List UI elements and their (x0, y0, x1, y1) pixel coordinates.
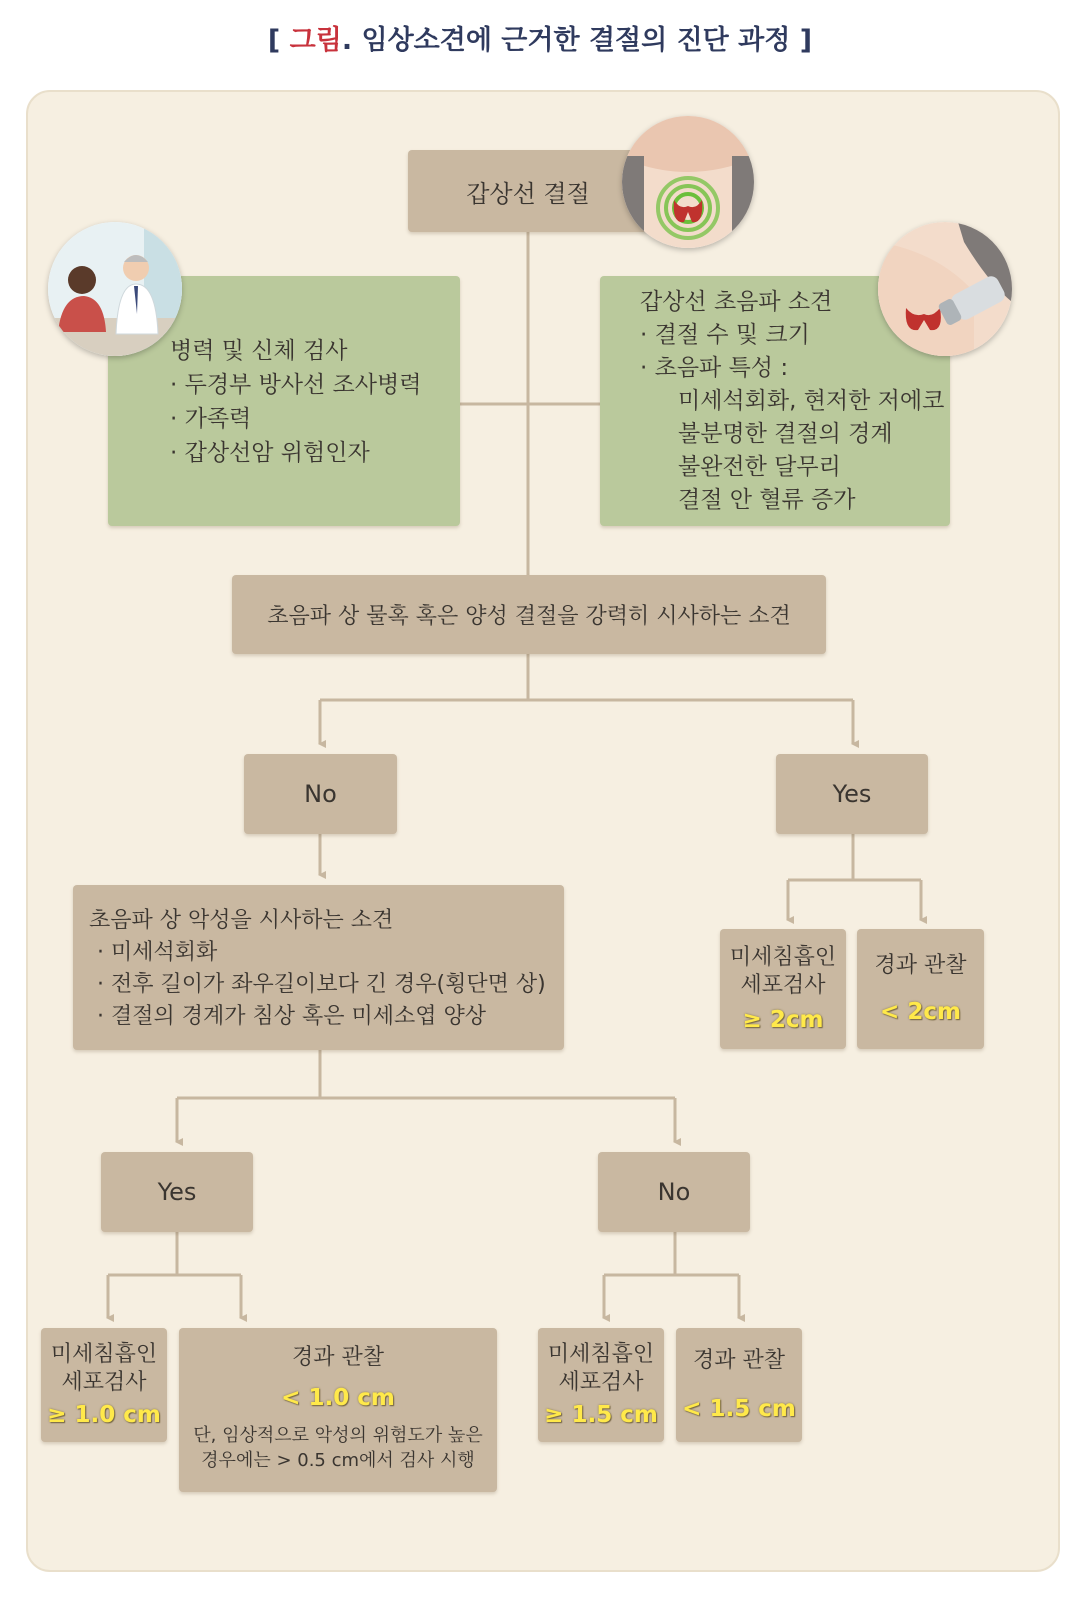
malignant-item: · 전후 길이가 좌우길이보다 긴 경우(횡단면 상) (97, 972, 546, 997)
fna-label: 세포검사 (558, 1370, 644, 1395)
neck-thyroid-illustration (622, 116, 754, 248)
malignant-item: · 결절의 경계가 침상 혹은 미세소엽 양상 (97, 1004, 486, 1029)
doctor-consultation-illustration (48, 222, 182, 356)
ultrasound-item: · 결절 수 및 크기 (640, 322, 810, 348)
observe-option-1cm (179, 1328, 497, 1492)
observe-label: 경과 관찰 (291, 1345, 384, 1370)
fna-label: 세포검사 (740, 973, 826, 998)
malignant-findings-question (73, 885, 564, 1050)
branch2-yes-node (101, 1152, 253, 1232)
ultrasound-item: · 초음파 특성 : (640, 355, 789, 381)
fna-label: 미세침흡인 (50, 1342, 158, 1367)
branch2-no-node (598, 1152, 750, 1232)
size-criterion: ≥ 1.0 cm (47, 1402, 161, 1428)
branch2-yes-label: Yes (157, 1178, 197, 1206)
history-item: · 갑상선암 위험인자 (170, 440, 370, 466)
ultrasound-subitem: 결절 안 혈류 증가 (678, 487, 856, 513)
ultrasound-heading: 갑상선 초음파 소견 (640, 289, 833, 315)
branch2-no-label: No (657, 1178, 691, 1206)
ultrasound-subitem: 불완전한 달무리 (678, 454, 841, 480)
root-node-thyroid-nodule (408, 150, 648, 232)
fna-option-1-5cm (538, 1328, 664, 1442)
history-item: · 두경부 방사선 조사병력 (170, 372, 422, 398)
observe-label: 경과 관찰 (692, 1348, 785, 1373)
ultrasound-probe-illustration (878, 222, 1012, 356)
branch1-yes-label: Yes (832, 780, 872, 808)
size-criterion: ≥ 1.5 cm (544, 1402, 658, 1428)
history-item: · 가족력 (170, 406, 252, 432)
size-criterion: < 2cm (880, 999, 961, 1025)
benign-question-label: 초음파 상 물혹 혹은 양성 결절을 강력히 시사하는 소견 (267, 604, 791, 629)
figure-label: 그림 (289, 25, 342, 56)
size-criterion: < 1.0 cm (281, 1385, 395, 1411)
fna-option-1cm (41, 1328, 167, 1442)
malignant-heading: 초음파 상 악성을 시사하는 소견 (89, 908, 394, 933)
ultrasound-subitem: 미세석회화, 현저한 저에코 (678, 388, 945, 414)
malignant-item: · 미세석회화 (97, 940, 218, 965)
fna-option-2cm (720, 929, 846, 1049)
branch1-no-node (244, 754, 397, 834)
branch1-yes-node (776, 754, 928, 834)
size-criterion: ≥ 2cm (742, 1007, 824, 1033)
benign-findings-question (232, 575, 826, 654)
branch1-no-label: No (304, 780, 337, 808)
observe-option-2cm (857, 929, 984, 1049)
observe-label: 경과 관찰 (874, 953, 967, 978)
exception-note: 단, 임상적으로 악성의 위험도가 높은 (193, 1425, 483, 1446)
history-heading: 병력 및 신체 검사 (170, 338, 348, 364)
root-label: 갑상선 결절 (466, 179, 590, 208)
exception-note: 경우에는 > 0.5 cm에서 검사 시행 (201, 1450, 475, 1471)
observe-option-1-5cm (676, 1328, 802, 1442)
ultrasound-subitem: 불분명한 결절의 경계 (678, 421, 893, 447)
fna-label: 세포검사 (61, 1370, 147, 1395)
size-criterion: < 1.5 cm (682, 1396, 796, 1422)
fna-label: 미세침흡인 (547, 1342, 655, 1367)
figure-title: [ 그림. 임상소견에 근거한 결절의 진단 과정 ] (267, 25, 813, 56)
fna-label: 미세침흡인 (729, 945, 837, 970)
